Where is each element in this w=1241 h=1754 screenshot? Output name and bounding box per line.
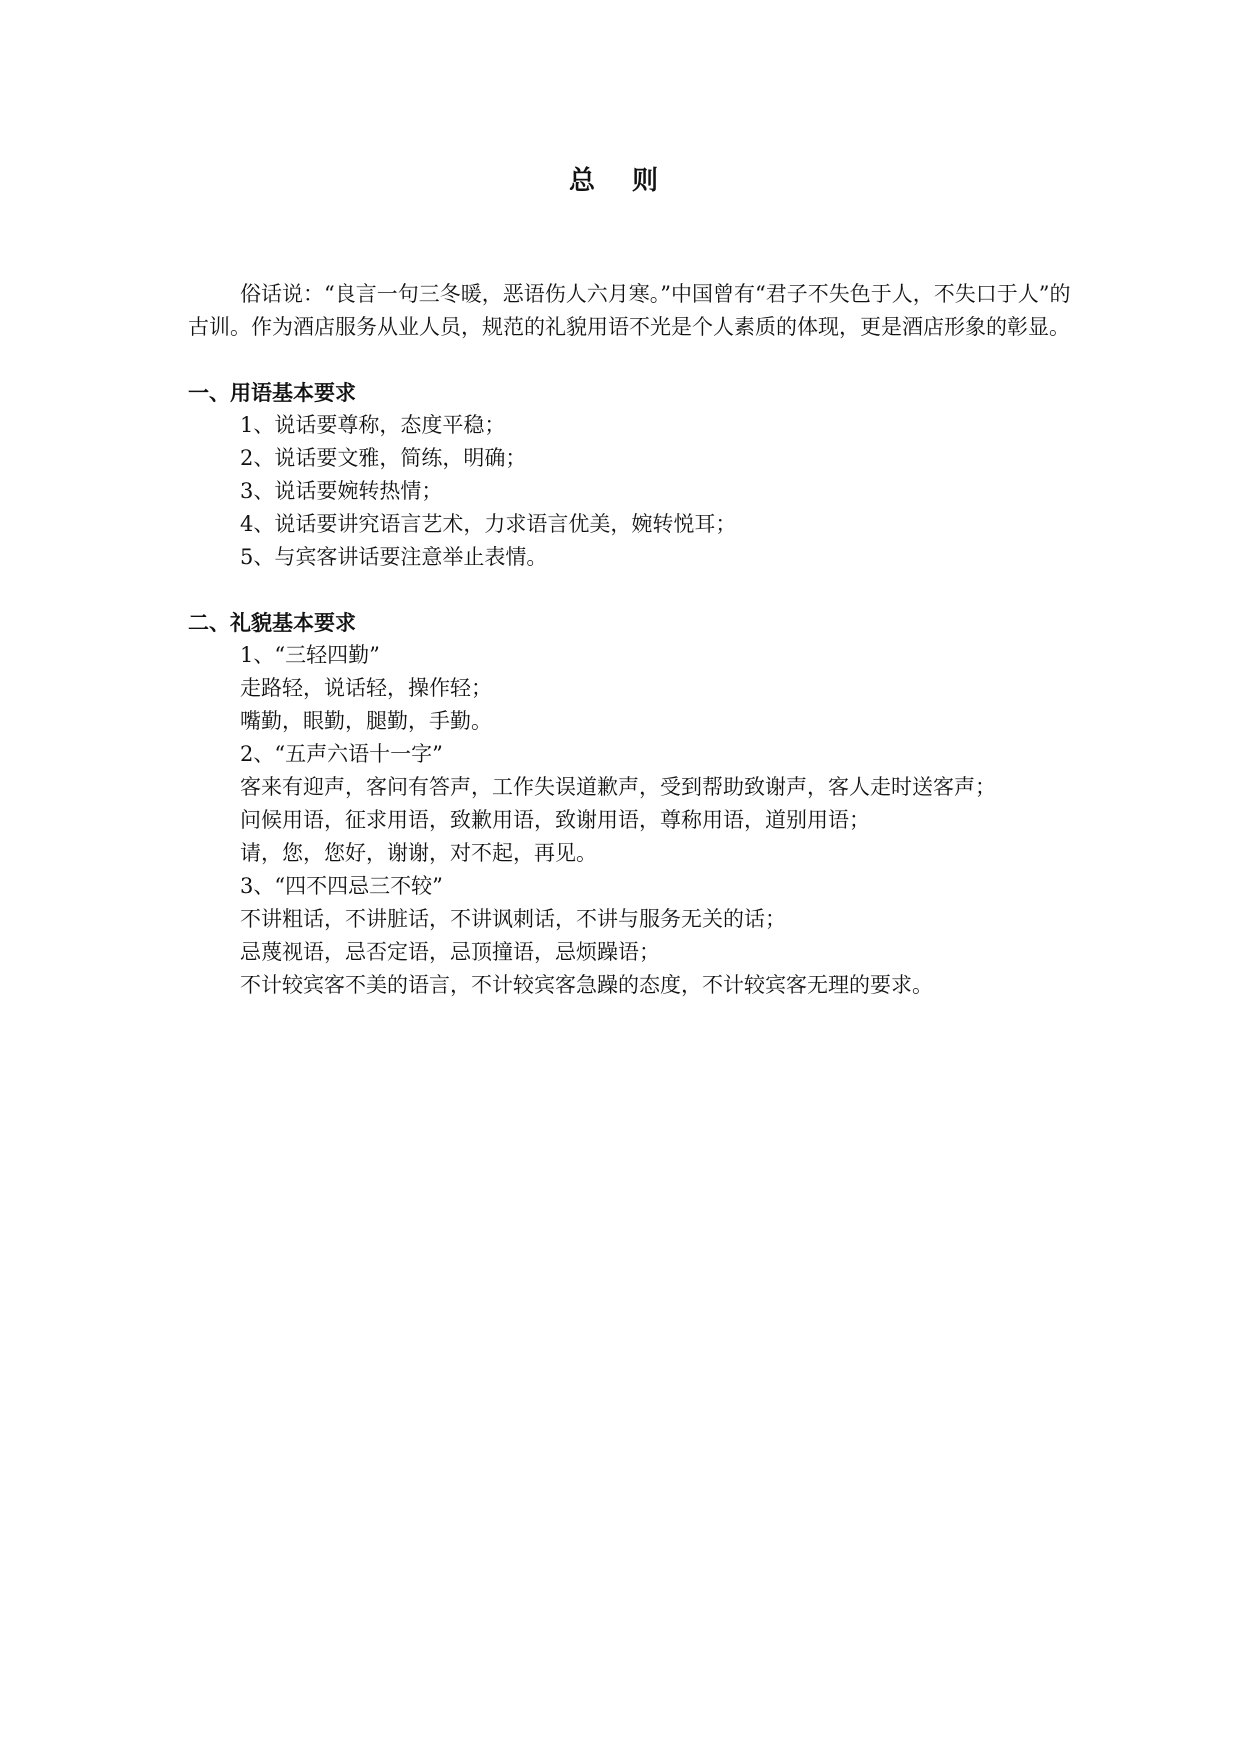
section2-heading: 二、礼貌基本要求	[188, 610, 356, 635]
section2-item-line: 不讲粗话，不讲脏话，不讲讽刺话，不讲与服务无关的话；	[240, 907, 786, 931]
section2-item-label: 1、“三轻四勤”	[240, 643, 380, 667]
section2-item-line: 忌蔑视语，忌否定语，忌顶撞语，忌烦躁语；	[240, 940, 660, 964]
section2-item-label: 3、“四不四忌三不较”	[240, 874, 443, 898]
section1-item: 4、说话要讲究语言艺术，力求语言优美，婉转悦耳；	[240, 512, 737, 536]
document-body	[188, 278, 1073, 1002]
page-title: 总 则	[568, 166, 673, 196]
section2-item-line: 请，您，您好，谢谢，对不起，再见。	[240, 841, 597, 865]
section1-heading: 一、用语基本要求	[188, 380, 356, 405]
section2-item-label: 2、“五声六语十一字”	[240, 742, 443, 766]
section1-item: 2、说话要文雅，简练，明确；	[240, 446, 527, 470]
section2-item-line: 走路轻，说话轻，操作轻；	[240, 676, 492, 700]
intro-paragraph: 俗话说：“良言一句三冬暖，恶语伤人六月寒。”中国曾有“君子不失色于人，不失口于人”的古训。作为酒店服务从业人员，规范的礼貌用语不光是个人素质的体现，更是酒店形象的彰显。	[188, 282, 1071, 339]
section1-item: 5、与宾客讲话要注意举止表情。	[240, 545, 548, 569]
section1-item: 1、说话要尊称，态度平稳；	[240, 413, 506, 437]
section2-item-line: 嘴勤，眼勤，腿勤，手勤。	[240, 709, 492, 733]
section2-item-line: 不计较宾客不美的语言，不计较宾客急躁的态度，不计较宾客无理的要求。	[240, 973, 933, 997]
section2-item-line: 客来有迎声，客问有答声，工作失误道歉声，受到帮助致谢声，客人走时送客声；	[240, 775, 996, 799]
section2-item-line: 问候用语，征求用语，致歉用语，致谢用语，尊称用语，道别用语；	[240, 808, 870, 832]
section1-item: 3、说话要婉转热情；	[240, 479, 443, 503]
